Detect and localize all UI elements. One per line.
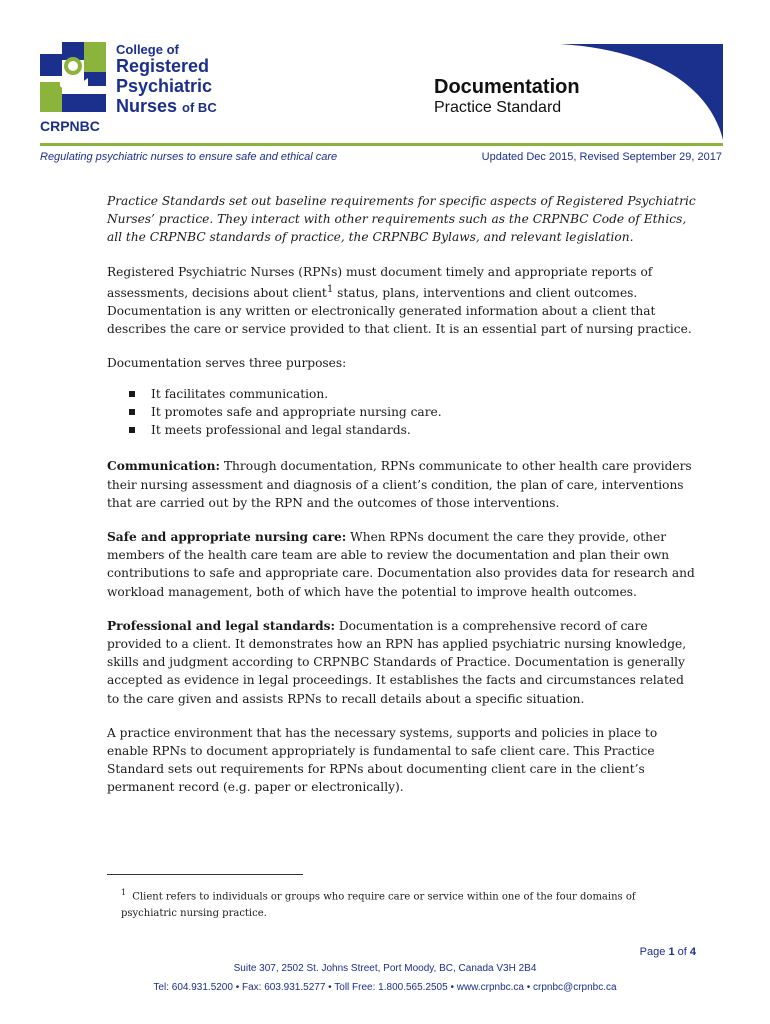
page-current: 1 [668, 946, 675, 958]
logo-text-college-of: College of [116, 42, 179, 57]
professional-legal-text: Documentation is a comprehensive record of care provided to a client. It demonstrates how an RPN has applied psychiatric nursing knowledge, skills and judgment according to CRPNBC Standards of Practice. Documentation is generally accepted as evidence in legal proceedings. It establishes the facts and circumstances related to the care given and assists RPNs to recall details about a specific situation. [107, 618, 687, 706]
logo-text-of-bc: of BC [182, 100, 217, 115]
logo-text-nurses-main: Nurses [116, 96, 178, 116]
practice-environment-paragraph: A practice environment that has the necessary systems, supports and policies in place to enable RPNs to document appropriately is fundamental to safe client care. This Practice Standard sets out requirements for RPNs about documenting client care in the client’s permanent record (e.g. paper or electronically). [107, 725, 658, 795]
list-item: It promotes safe and appropriate nursing care. [127, 403, 697, 421]
footnote-marker: 1 [121, 888, 127, 897]
organization-tagline: Regulating psychiatric nurses to ensure safe and ethical care [40, 151, 338, 163]
page-number [640, 946, 696, 958]
logo-text-registered: Registered [116, 56, 210, 76]
footer-address: Suite 307, 2502 St. Johns Street, Port Moody, BC, Canada V3H 2B4 [233, 963, 537, 974]
revision-date: Updated Dec 2015, Revised September 29, 2017 [481, 151, 722, 163]
footnote-divider [107, 874, 303, 875]
logo-text-psychiatric: Psychiatric [116, 76, 213, 96]
organization-logo [40, 42, 230, 142]
professional-legal-paragraph [107, 617, 697, 708]
communication-paragraph [107, 457, 697, 512]
definition-text-start: Registered Psychiatric Nurses (RPNs) must document timely and appropriate reports of assessments, decisions about client [107, 264, 653, 300]
footnote-text: Client refers to individuals or groups who require care or service within one of the four domains of psychiatric nursing practice. [121, 891, 636, 920]
document-title: Documentation [434, 76, 580, 98]
list-item: It facilitates communication. [127, 385, 697, 403]
crpnbc-logo-icon [40, 42, 106, 112]
purposes-lead: Documentation serves three purposes: [107, 356, 347, 371]
logo-acronym: CRPNBC [40, 118, 100, 134]
communication-text: Through documentation, RPNs communicate to other health care providers their nursing assessment and diagnosis of a client’s condition, the plan of care, interventions that are carried out by the RPN and the outcomes of those interventions. [107, 459, 692, 510]
safe-care-heading: Safe and appropriate nursing care: [107, 529, 347, 544]
page-label: Page [639, 946, 666, 958]
header-divider [40, 143, 723, 146]
header-swoosh-graphic [560, 42, 725, 142]
logo-text-nurses [116, 96, 217, 118]
communication-heading: Communication: [107, 459, 221, 474]
intro-paragraph: Practice Standards set out baseline requirements for specific aspects of Registered Psychiatric Nurses’ practice. They interact with other requirements such as the CRPNBC Code of Ethics, all the CRPNBC standards of practice, the CRPNBC Bylaws, and relevant legislation. [107, 194, 696, 245]
purposes-list [107, 385, 697, 440]
professional-legal-heading: Professional and legal standards: [107, 618, 335, 633]
footnote-reference: 1 [326, 283, 334, 295]
footer-contact: Tel: 604.931.5200 • Fax: 603.931.5277 • Toll Free: 1.800.565.2505 • www.crpnbc.ca • crpnbc@crpnbc.ca [153, 982, 617, 993]
safe-care-text: When RPNs document the care they provide, other members of the health care team are able to review the documentation and plan their own contributions to safe and appropriate care. Documentation also provides data for research and workload management, both of which have the potential to improve health outcomes. [107, 529, 695, 599]
footnote [121, 884, 681, 922]
definition-text-end: status, plans, interventions and client outcomes. Documentation is any written or electronically generated information about a client that describes the care or service provided to that client. It is an essential part of nursing practice. [107, 285, 692, 337]
definition-paragraph [107, 263, 697, 339]
safe-care-paragraph [107, 528, 697, 601]
document-subtitle: Practice Standard [434, 99, 562, 116]
document-body [107, 192, 697, 813]
list-item: It meets professional and legal standards. [127, 421, 697, 439]
page-total: 4 [689, 946, 696, 958]
page-of: of [677, 946, 687, 958]
